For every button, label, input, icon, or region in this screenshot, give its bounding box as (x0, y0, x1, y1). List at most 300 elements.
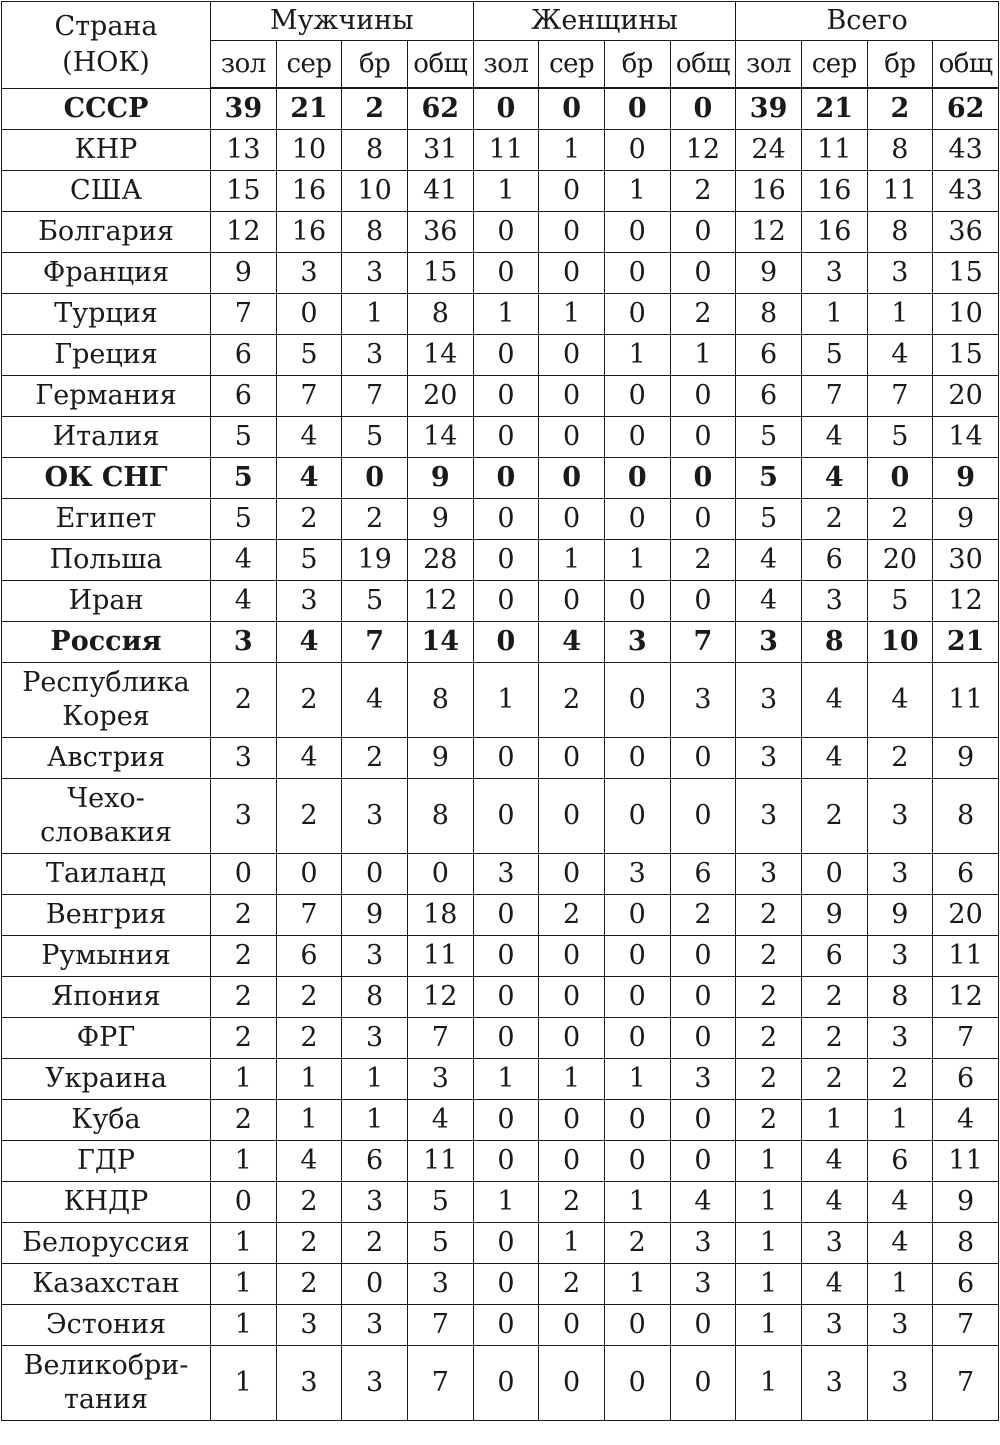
total-gold-cell: 1 (736, 1264, 802, 1305)
men-bronze-cell: 3 (342, 779, 408, 854)
men-bronze-cell: 6 (342, 1141, 408, 1182)
women-bronze-cell: 0 (604, 1018, 670, 1059)
women-silver-cell: 2 (539, 1182, 605, 1223)
men-gold-cell: 1 (211, 1305, 277, 1346)
women-gold-header: зол (473, 41, 539, 89)
men-silver-cell: 2 (276, 499, 342, 540)
total-sum-cell: 11 (933, 936, 999, 977)
country-cell: Венгрия (2, 895, 211, 936)
men-gold-cell: 1 (211, 1223, 277, 1264)
country-cell: Таиланд (2, 854, 211, 895)
men-sum-cell: 9 (407, 499, 473, 540)
total-silver-cell: 9 (801, 895, 867, 936)
men-sum-cell: 5 (407, 1223, 473, 1264)
total-bronze-cell: 1 (867, 1100, 933, 1141)
country-cell: СССР (2, 88, 211, 130)
table-row (2, 895, 999, 936)
table-row (2, 779, 999, 854)
men-gold-cell: 7 (211, 294, 277, 335)
total-sum-cell: 62 (933, 88, 999, 130)
total-gold-cell: 2 (736, 977, 802, 1018)
table-body (2, 88, 999, 1421)
women-gold-cell: 0 (473, 1346, 539, 1421)
total-bronze-cell: 5 (867, 417, 933, 458)
country-cell: Эстония (2, 1305, 211, 1346)
women-bronze-cell: 0 (604, 212, 670, 253)
women-gold-cell: 0 (473, 540, 539, 581)
men-silver-cell: 2 (276, 1018, 342, 1059)
women-bronze-cell: 1 (604, 1059, 670, 1100)
country-cell: Великобри- тания (2, 1346, 211, 1421)
women-silver-cell: 1 (539, 294, 605, 335)
women-silver-cell: 0 (539, 253, 605, 294)
total-silver-cell: 4 (801, 738, 867, 779)
country-cell: Республика Корея (2, 663, 211, 738)
total-gold-cell: 5 (736, 417, 802, 458)
men-gold-cell: 15 (211, 171, 277, 212)
women-silver-cell: 0 (539, 854, 605, 895)
men-sum-cell: 9 (407, 458, 473, 499)
total-silver-cell: 1 (801, 1100, 867, 1141)
header-group-row (2, 2, 999, 41)
men-sum-cell: 7 (407, 1305, 473, 1346)
total-sum-cell: 6 (933, 854, 999, 895)
country-cell: Казахстан (2, 1264, 211, 1305)
total-group-header: Всего (736, 2, 999, 41)
men-sum-cell: 0 (407, 854, 473, 895)
total-gold-cell: 1 (736, 1305, 802, 1346)
men-silver-cell: 16 (276, 212, 342, 253)
country-cell: Польша (2, 540, 211, 581)
total-gold-header: зол (736, 41, 802, 89)
women-silver-cell: 0 (539, 779, 605, 854)
total-silver-cell: 16 (801, 212, 867, 253)
total-sum-cell: 9 (933, 499, 999, 540)
women-silver-cell: 2 (539, 1264, 605, 1305)
men-sum-cell: 14 (407, 417, 473, 458)
country-cell: ГДР (2, 1141, 211, 1182)
women-bronze-cell: 1 (604, 171, 670, 212)
table-row (2, 212, 999, 253)
women-gold-cell: 1 (473, 294, 539, 335)
women-gold-cell: 0 (473, 88, 539, 130)
women-bronze-cell: 0 (604, 663, 670, 738)
men-gold-cell: 5 (211, 499, 277, 540)
men-sum-cell: 3 (407, 1264, 473, 1305)
women-bronze-header: бр (604, 41, 670, 89)
total-silver-cell: 4 (801, 1264, 867, 1305)
women-gold-cell: 0 (473, 977, 539, 1018)
total-bronze-cell: 5 (867, 581, 933, 622)
women-silver-cell: 0 (539, 88, 605, 130)
total-bronze-cell: 8 (867, 977, 933, 1018)
total-gold-cell: 6 (736, 335, 802, 376)
total-bronze-cell: 20 (867, 540, 933, 581)
women-bronze-cell: 0 (604, 936, 670, 977)
total-bronze-cell: 10 (867, 622, 933, 663)
total-bronze-cell: 4 (867, 1223, 933, 1264)
total-gold-cell: 5 (736, 458, 802, 499)
men-gold-header: зол (211, 41, 277, 89)
total-gold-cell: 1 (736, 1182, 802, 1223)
total-bronze-cell: 3 (867, 253, 933, 294)
men-silver-cell: 0 (276, 294, 342, 335)
women-sum-cell: 12 (670, 130, 736, 171)
women-gold-cell: 0 (473, 376, 539, 417)
women-silver-cell: 4 (539, 622, 605, 663)
men-bronze-cell: 8 (342, 130, 408, 171)
table-row (2, 622, 999, 663)
women-bronze-cell: 0 (604, 1346, 670, 1421)
total-gold-cell: 3 (736, 779, 802, 854)
total-silver-cell: 4 (801, 458, 867, 499)
men-silver-cell: 1 (276, 1059, 342, 1100)
women-gold-cell: 0 (473, 1100, 539, 1141)
women-bronze-cell: 2 (604, 1223, 670, 1264)
women-gold-cell: 0 (473, 895, 539, 936)
men-gold-cell: 6 (211, 335, 277, 376)
total-sum-cell: 12 (933, 977, 999, 1018)
total-gold-cell: 16 (736, 171, 802, 212)
women-sum-cell: 2 (670, 294, 736, 335)
country-cell: Австрия (2, 738, 211, 779)
total-sum-cell: 43 (933, 130, 999, 171)
men-silver-cell: 3 (276, 1346, 342, 1421)
total-sum-cell: 9 (933, 458, 999, 499)
men-bronze-cell: 7 (342, 376, 408, 417)
men-sum-cell: 31 (407, 130, 473, 171)
women-sum-cell: 3 (670, 1264, 736, 1305)
men-sum-cell: 3 (407, 1059, 473, 1100)
total-silver-cell: 2 (801, 499, 867, 540)
total-sum-cell: 12 (933, 581, 999, 622)
men-sum-cell: 7 (407, 1018, 473, 1059)
women-silver-cell: 0 (539, 1018, 605, 1059)
men-silver-cell: 4 (276, 738, 342, 779)
country-cell: Россия (2, 622, 211, 663)
total-silver-cell: 3 (801, 1223, 867, 1264)
total-sum-cell: 7 (933, 1346, 999, 1421)
table-row (2, 1018, 999, 1059)
men-silver-cell: 2 (276, 663, 342, 738)
country-cell: Египет (2, 499, 211, 540)
total-sum-cell: 9 (933, 1182, 999, 1223)
men-silver-cell: 4 (276, 417, 342, 458)
women-gold-cell: 1 (473, 171, 539, 212)
country-cell: Турция (2, 294, 211, 335)
men-sum-cell: 20 (407, 376, 473, 417)
women-silver-cell: 2 (539, 663, 605, 738)
total-silver-cell: 6 (801, 936, 867, 977)
women-bronze-cell: 0 (604, 294, 670, 335)
total-bronze-cell: 1 (867, 294, 933, 335)
women-sum-cell: 0 (670, 253, 736, 294)
women-bronze-cell: 0 (604, 88, 670, 130)
table-row (2, 936, 999, 977)
total-silver-cell: 2 (801, 977, 867, 1018)
total-bronze-cell: 4 (867, 1182, 933, 1223)
total-bronze-cell: 0 (867, 458, 933, 499)
men-bronze-cell: 0 (342, 854, 408, 895)
total-silver-cell: 3 (801, 253, 867, 294)
men-gold-cell: 0 (211, 1182, 277, 1223)
women-silver-cell: 0 (539, 1100, 605, 1141)
country-cell: Германия (2, 376, 211, 417)
total-gold-cell: 1 (736, 1223, 802, 1264)
total-sum-cell: 9 (933, 738, 999, 779)
women-sum-cell: 3 (670, 663, 736, 738)
women-gold-cell: 0 (473, 212, 539, 253)
women-sum-cell: 7 (670, 622, 736, 663)
total-sum-cell: 14 (933, 417, 999, 458)
women-gold-cell: 0 (473, 1223, 539, 1264)
men-gold-cell: 4 (211, 540, 277, 581)
women-silver-cell: 0 (539, 977, 605, 1018)
women-sum-cell: 0 (670, 581, 736, 622)
men-bronze-header: бр (342, 41, 408, 89)
total-gold-cell: 12 (736, 212, 802, 253)
women-gold-cell: 1 (473, 1059, 539, 1100)
men-bronze-cell: 3 (342, 1182, 408, 1223)
men-gold-cell: 4 (211, 581, 277, 622)
men-sum-cell: 36 (407, 212, 473, 253)
men-bronze-cell: 9 (342, 895, 408, 936)
women-bronze-cell: 3 (604, 854, 670, 895)
men-gold-cell: 6 (211, 376, 277, 417)
men-gold-cell: 13 (211, 130, 277, 171)
men-silver-cell: 3 (276, 581, 342, 622)
men-sum-cell: 41 (407, 171, 473, 212)
table-row (2, 294, 999, 335)
men-silver-cell: 4 (276, 458, 342, 499)
country-cell: ОК СНГ (2, 458, 211, 499)
women-bronze-cell: 0 (604, 779, 670, 854)
men-bronze-cell: 2 (342, 88, 408, 130)
women-sum-cell: 0 (670, 1100, 736, 1141)
men-bronze-cell: 5 (342, 581, 408, 622)
total-bronze-cell: 3 (867, 1305, 933, 1346)
total-silver-cell: 2 (801, 1059, 867, 1100)
men-bronze-cell: 0 (342, 458, 408, 499)
country-cell: Греция (2, 335, 211, 376)
total-gold-cell: 3 (736, 663, 802, 738)
women-silver-cell: 0 (539, 499, 605, 540)
women-group-header: Женщины (473, 2, 736, 41)
women-bronze-cell: 3 (604, 622, 670, 663)
men-silver-cell: 2 (276, 1182, 342, 1223)
table-header (2, 2, 999, 89)
men-bronze-cell: 8 (342, 212, 408, 253)
women-bronze-cell: 0 (604, 1100, 670, 1141)
men-silver-cell: 3 (276, 253, 342, 294)
women-silver-cell: 0 (539, 376, 605, 417)
men-gold-cell: 9 (211, 253, 277, 294)
men-gold-cell: 2 (211, 1100, 277, 1141)
men-bronze-cell: 1 (342, 1059, 408, 1100)
country-cell: Румыния (2, 936, 211, 977)
women-sum-cell: 0 (670, 376, 736, 417)
men-silver-cell: 2 (276, 1264, 342, 1305)
total-silver-cell: 21 (801, 88, 867, 130)
total-sum-cell: 21 (933, 622, 999, 663)
country-cell: Иран (2, 581, 211, 622)
women-gold-cell: 0 (473, 738, 539, 779)
total-gold-cell: 3 (736, 854, 802, 895)
table-row (2, 1223, 999, 1264)
women-bronze-cell: 0 (604, 1305, 670, 1346)
women-silver-cell: 0 (539, 581, 605, 622)
women-bronze-cell: 1 (604, 1264, 670, 1305)
men-silver-header: сер (276, 41, 342, 89)
men-bronze-cell: 2 (342, 1223, 408, 1264)
total-bronze-cell: 1 (867, 1264, 933, 1305)
men-silver-cell: 2 (276, 977, 342, 1018)
men-silver-cell: 3 (276, 1305, 342, 1346)
men-bronze-cell: 2 (342, 499, 408, 540)
men-silver-cell: 21 (276, 88, 342, 130)
men-gold-cell: 1 (211, 1346, 277, 1421)
men-bronze-cell: 3 (342, 936, 408, 977)
women-gold-cell: 0 (473, 417, 539, 458)
women-gold-cell: 0 (473, 936, 539, 977)
men-sum-cell: 8 (407, 663, 473, 738)
country-cell: Куба (2, 1100, 211, 1141)
women-sum-cell: 4 (670, 1182, 736, 1223)
men-sum-cell: 12 (407, 977, 473, 1018)
total-sum-cell: 36 (933, 212, 999, 253)
table-row (2, 1305, 999, 1346)
table-row (2, 1100, 999, 1141)
men-sum-cell: 62 (407, 88, 473, 130)
table-row (2, 977, 999, 1018)
men-sum-cell: 14 (407, 335, 473, 376)
total-sum-header: общ (933, 41, 999, 89)
women-bronze-cell: 0 (604, 1141, 670, 1182)
women-silver-cell: 0 (539, 1305, 605, 1346)
total-gold-cell: 5 (736, 499, 802, 540)
men-sum-cell: 8 (407, 779, 473, 854)
total-silver-cell: 4 (801, 1182, 867, 1223)
total-silver-cell: 6 (801, 540, 867, 581)
men-bronze-cell: 3 (342, 1346, 408, 1421)
total-silver-cell: 0 (801, 854, 867, 895)
men-group-header: Мужчины (211, 2, 474, 41)
men-bronze-cell: 19 (342, 540, 408, 581)
men-silver-cell: 5 (276, 540, 342, 581)
men-sum-cell: 12 (407, 581, 473, 622)
table-row (2, 581, 999, 622)
women-silver-cell: 0 (539, 417, 605, 458)
total-gold-cell: 8 (736, 294, 802, 335)
men-sum-cell: 9 (407, 738, 473, 779)
total-bronze-cell: 3 (867, 779, 933, 854)
men-sum-cell: 4 (407, 1100, 473, 1141)
table-row (2, 854, 999, 895)
total-gold-cell: 6 (736, 376, 802, 417)
women-silver-cell: 1 (539, 1223, 605, 1264)
women-sum-cell: 3 (670, 1223, 736, 1264)
men-silver-cell: 16 (276, 171, 342, 212)
table-row (2, 458, 999, 499)
total-bronze-cell: 3 (867, 854, 933, 895)
men-silver-cell: 4 (276, 1141, 342, 1182)
men-bronze-cell: 3 (342, 1305, 408, 1346)
total-bronze-cell: 9 (867, 895, 933, 936)
women-sum-cell: 0 (670, 499, 736, 540)
women-gold-cell: 0 (473, 622, 539, 663)
total-silver-cell: 4 (801, 417, 867, 458)
men-silver-cell: 6 (276, 936, 342, 977)
total-gold-cell: 2 (736, 895, 802, 936)
total-sum-cell: 6 (933, 1059, 999, 1100)
men-bronze-cell: 7 (342, 622, 408, 663)
men-silver-cell: 7 (276, 376, 342, 417)
country-cell: КНДР (2, 1182, 211, 1223)
total-sum-cell: 4 (933, 1100, 999, 1141)
total-gold-cell: 2 (736, 1018, 802, 1059)
men-bronze-cell: 2 (342, 738, 408, 779)
total-sum-cell: 11 (933, 1141, 999, 1182)
country-cell: США (2, 171, 211, 212)
total-gold-cell: 4 (736, 540, 802, 581)
medal-table (1, 1, 999, 1421)
men-silver-cell: 2 (276, 1223, 342, 1264)
women-sum-cell: 2 (670, 171, 736, 212)
men-silver-cell: 1 (276, 1100, 342, 1141)
women-gold-cell: 1 (473, 1182, 539, 1223)
women-sum-cell: 0 (670, 1346, 736, 1421)
women-silver-cell: 0 (539, 936, 605, 977)
total-bronze-cell: 3 (867, 1018, 933, 1059)
total-sum-cell: 7 (933, 1018, 999, 1059)
total-sum-cell: 15 (933, 335, 999, 376)
table-row (2, 88, 999, 130)
women-gold-cell: 0 (473, 1264, 539, 1305)
men-silver-cell: 5 (276, 335, 342, 376)
total-sum-cell: 10 (933, 294, 999, 335)
men-gold-cell: 2 (211, 1018, 277, 1059)
women-sum-cell: 0 (670, 1018, 736, 1059)
men-sum-cell: 11 (407, 936, 473, 977)
total-sum-cell: 6 (933, 1264, 999, 1305)
women-gold-cell: 0 (473, 1018, 539, 1059)
total-silver-cell: 2 (801, 779, 867, 854)
total-gold-cell: 3 (736, 622, 802, 663)
men-sum-cell: 7 (407, 1346, 473, 1421)
total-bronze-cell: 2 (867, 88, 933, 130)
women-gold-cell: 0 (473, 335, 539, 376)
men-silver-cell: 7 (276, 895, 342, 936)
men-bronze-cell: 5 (342, 417, 408, 458)
men-gold-cell: 5 (211, 417, 277, 458)
country-cell: Франция (2, 253, 211, 294)
total-silver-cell: 4 (801, 1141, 867, 1182)
total-gold-cell: 3 (736, 738, 802, 779)
men-gold-cell: 2 (211, 663, 277, 738)
total-sum-cell: 20 (933, 895, 999, 936)
women-bronze-cell: 0 (604, 417, 670, 458)
women-gold-cell: 11 (473, 130, 539, 171)
total-silver-cell: 8 (801, 622, 867, 663)
table-row (2, 540, 999, 581)
total-sum-cell: 20 (933, 376, 999, 417)
total-sum-cell: 8 (933, 779, 999, 854)
total-bronze-header: бр (867, 41, 933, 89)
table-row (2, 1182, 999, 1223)
total-gold-cell: 9 (736, 253, 802, 294)
table-row (2, 130, 999, 171)
women-silver-cell: 0 (539, 458, 605, 499)
